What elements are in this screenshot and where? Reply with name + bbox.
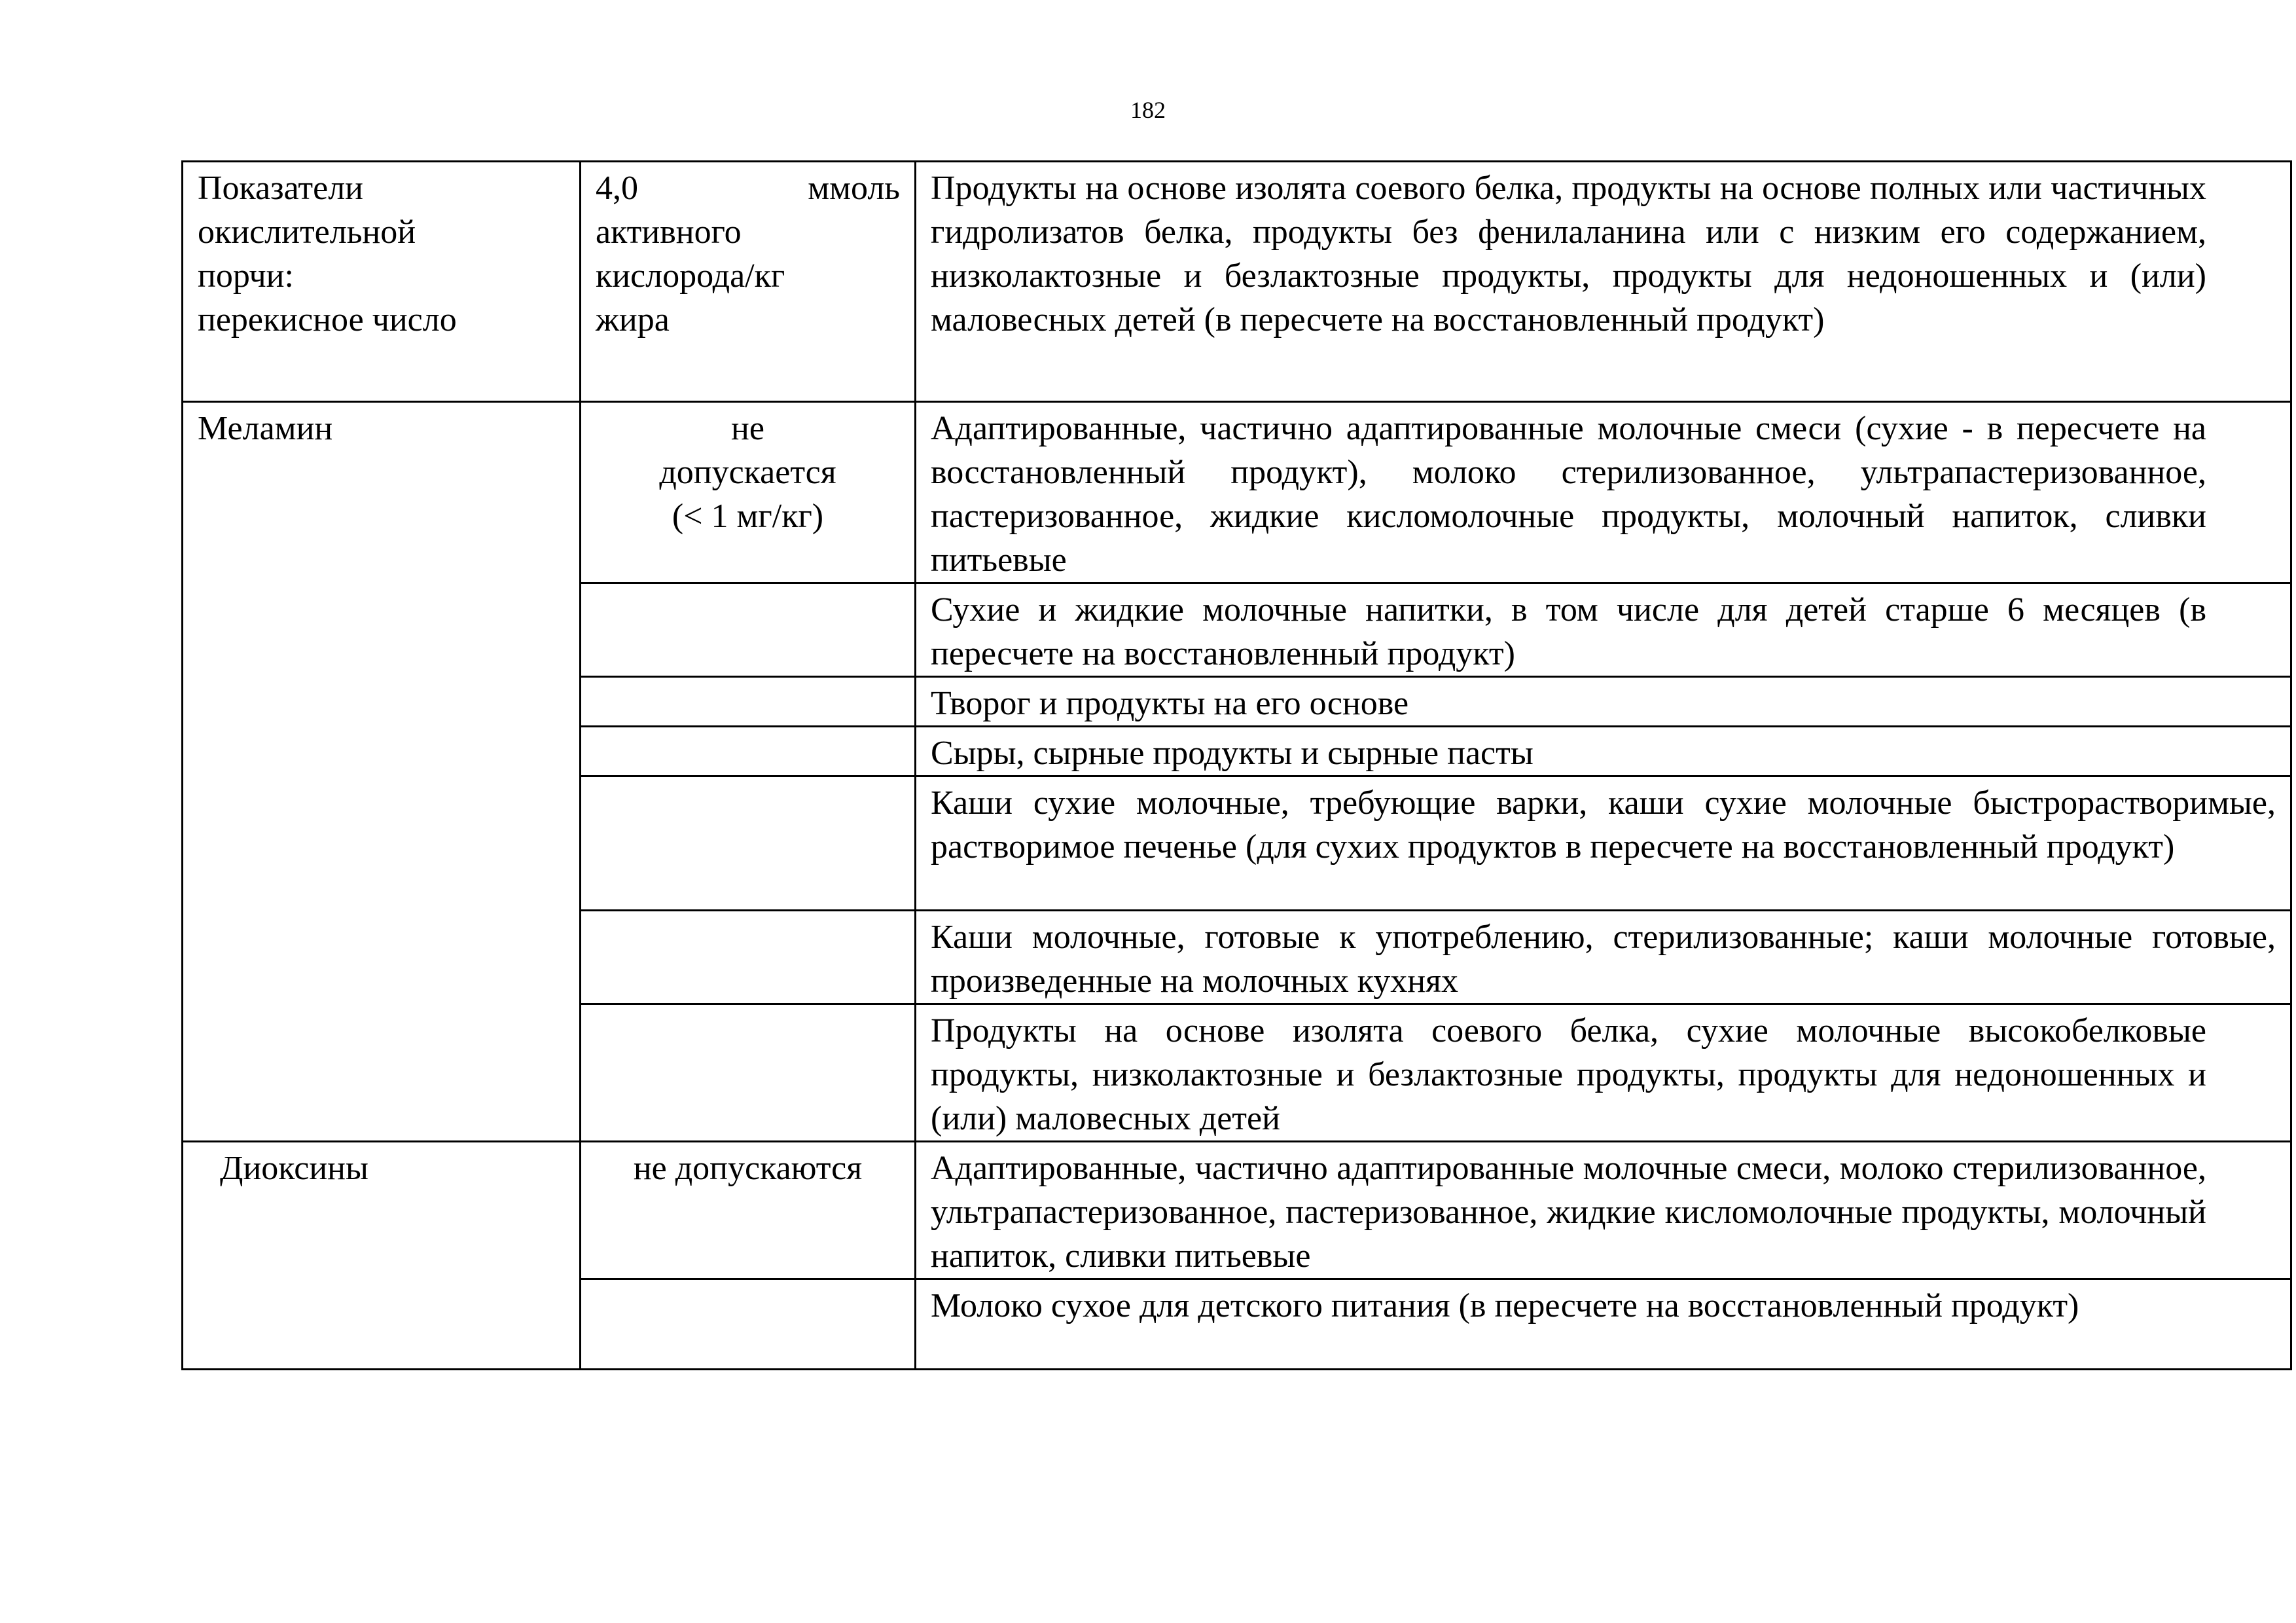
requirements-table [181,160,2292,1370]
products-cell: Молоко сухое для детского питания (в пересчете на восстановленный продукт) [916,1279,2291,1370]
indicator-cell: Меламин [183,402,581,1142]
norm-line: активного [596,213,742,251]
norm-line: кислорода/кг [596,257,785,295]
norm-cell [581,776,916,911]
norm-cell [581,162,916,402]
table-row [183,402,2291,583]
norm-cell [581,583,916,677]
products-cell: Сухие и жидкие молочные напитки, в том числе для детей старше 6 месяцев (в пересчете на восстановленный продукт) [916,583,2291,677]
indicator-line: перекисное число [198,301,457,338]
norm-unit: ммоль [808,170,900,207]
indicator-line: порчи: [198,257,294,295]
indicator-cell [183,162,581,402]
norm-first-line [596,166,900,210]
page-number: 182 [1130,97,1166,123]
norm-cell [581,402,916,583]
indicator-line: окислительной [198,213,416,251]
products-cell: Адаптированные, частично адаптированные молочные смеси (сухие - в пересчете на восстановленный продукт), молоко стерилизованное, ультрапастеризованное, пастеризованное, жидкие кисломолочные продукты, молочный напиток, сливки питьевые [916,402,2291,583]
table-row [183,162,2291,402]
norm-cell [581,677,916,727]
products-cell: Каши сухие молочные, требующие варки, каши сухие молочные быстрорастворимые, растворимое печенье (для сухих продуктов в пересчете на восстановленный продукт) [916,776,2291,911]
norm-cell [581,1004,916,1142]
norm-cell [581,1279,916,1370]
norm-cell [581,911,916,1004]
products-cell: Продукты на основе изолята соевого белка, продукты на основе полных или частичных гидролизатов белка, продукты без фенилаланина или с низким его содержанием, низколактозные и безлактозные продукты, продукты для недоношенных и (или) маловесных детей (в пересчете на восстановленный продукт) [916,162,2291,402]
products-cell: Продукты на основе изолята соевого белка, сухие молочные высокобелковые продукты, низколактозные и безлактозные продукты, продукты для недоношенных и (или) маловесных детей [916,1004,2291,1142]
indicator-cell: Диоксины [183,1142,581,1370]
norm-cell [581,727,916,776]
table-row [183,1142,2291,1279]
norm-line: жира [596,301,670,338]
norm-cell: не допускаются [581,1142,916,1279]
norm-line: не [731,410,764,447]
indicator-line: Показатели [198,170,363,207]
products-cell: Сыры, сырные продукты и сырные пасты [916,727,2291,776]
products-cell: Каши молочные, готовые к употреблению, стерилизованные; каши молочные готовые, произведенные на молочных кухнях [916,911,2291,1004]
norm-line: (< 1 мг/кг) [672,498,824,535]
norm-line: допускается [659,454,836,491]
products-cell: Творог и продукты на его основе [916,677,2291,727]
norm-value: 4,0 [596,170,638,207]
products-cell: Адаптированные, частично адаптированные молочные смеси, молоко стерилизованное, ультрапастеризованное, пастеризованное, жидкие кисломолочные продукты, молочный напиток, сливки питьевые [916,1142,2291,1279]
